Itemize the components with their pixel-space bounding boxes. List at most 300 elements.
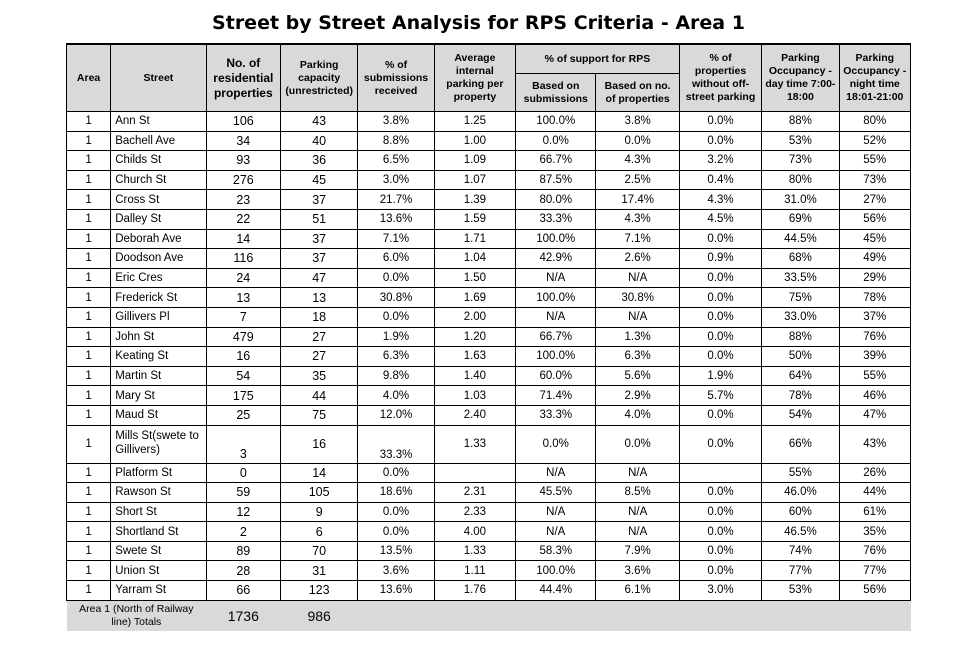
table-row: [67, 561, 911, 581]
cell-night-occupancy: 27%: [839, 190, 910, 210]
cell-residential: 13: [206, 288, 280, 308]
cell-area: 1: [67, 209, 111, 229]
cell-pct-submissions: 0.0%: [358, 268, 434, 288]
cell-area: 1: [67, 170, 111, 190]
cell-based-properties: 30.8%: [596, 288, 679, 308]
cell-day-occupancy: 68%: [762, 249, 839, 269]
cell-based-submissions: 87.5%: [516, 170, 596, 190]
cell-capacity: 9: [280, 502, 357, 522]
cell-based-properties: N/A: [596, 522, 679, 542]
page-title: Street by Street Analysis for RPS Criteria - Area 1: [212, 12, 745, 34]
cell-day-occupancy: 46.0%: [762, 483, 839, 503]
cell-pct-without: 4.5%: [679, 209, 761, 229]
cell-street: Deborah Ave: [111, 229, 206, 249]
cell-based-submissions: N/A: [516, 463, 596, 483]
cell-pct-submissions: 6.0%: [358, 249, 434, 269]
cell-avg-internal: 2.40: [434, 405, 515, 425]
table-row: [67, 268, 911, 288]
cell-capacity: 70: [280, 541, 357, 561]
cell-street: Gillivers Pl: [111, 307, 206, 327]
cell-based-properties: 7.1%: [596, 229, 679, 249]
cell-night-occupancy: 61%: [839, 502, 910, 522]
cell-pct-without: [679, 463, 761, 483]
cell-street: Mary St: [111, 386, 206, 406]
cell-area: 1: [67, 405, 111, 425]
cell-pct-without: 0.0%: [679, 288, 761, 308]
cell-based-properties: 4.3%: [596, 151, 679, 171]
cell-based-submissions: 58.3%: [516, 541, 596, 561]
cell-capacity: 13: [280, 288, 357, 308]
table-row: [67, 581, 911, 601]
table-row: [67, 541, 911, 561]
cell-based-submissions: 0.0%: [516, 425, 596, 463]
cell-based-submissions: 45.5%: [516, 483, 596, 503]
table-row: [67, 502, 911, 522]
cell-pct-submissions: 6.5%: [358, 151, 434, 171]
cell-day-occupancy: 44.5%: [762, 229, 839, 249]
cell-night-occupancy: 76%: [839, 327, 910, 347]
cell-avg-internal: 1.39: [434, 190, 515, 210]
cell-night-occupancy: 44%: [839, 483, 910, 503]
cell-based-properties: 3.8%: [596, 112, 679, 132]
header-street: Street: [111, 44, 206, 112]
cell-pct-without: 0.0%: [679, 483, 761, 503]
header-night-occupancy: Parking Occupancy - night time 18:01-21:00: [839, 44, 910, 112]
cell-based-properties: 3.6%: [596, 561, 679, 581]
cell-avg-internal: 1.03: [434, 386, 515, 406]
cell-pct-without: 0.0%: [679, 307, 761, 327]
cell-day-occupancy: 64%: [762, 366, 839, 386]
cell-pct-submissions: 1.9%: [358, 327, 434, 347]
cell-based-submissions: N/A: [516, 268, 596, 288]
cell-capacity: 105: [280, 483, 357, 503]
table-row: [67, 209, 911, 229]
cell-avg-internal: 2.31: [434, 483, 515, 503]
cell-based-properties: 0.0%: [596, 425, 679, 463]
cell-street: Yarram St: [111, 581, 206, 601]
table-row: [67, 483, 911, 503]
cell-day-occupancy: 46.5%: [762, 522, 839, 542]
cell-based-properties: 8.5%: [596, 483, 679, 503]
cell-pct-without: 0.0%: [679, 229, 761, 249]
cell-area: 1: [67, 541, 111, 561]
cell-night-occupancy: 77%: [839, 561, 910, 581]
cell-residential: 16: [206, 347, 280, 367]
cell-night-occupancy: 46%: [839, 386, 910, 406]
cell-area: 1: [67, 502, 111, 522]
cell-area: 1: [67, 347, 111, 367]
cell-area: 1: [67, 307, 111, 327]
cell-pct-without: 0.9%: [679, 249, 761, 269]
cell-night-occupancy: 45%: [839, 229, 910, 249]
cell-based-submissions: 44.4%: [516, 581, 596, 601]
cell-avg-internal: 1.33: [434, 425, 515, 463]
cell-based-submissions: 33.3%: [516, 405, 596, 425]
table-row: [67, 347, 911, 367]
cell-pct-without: 0.0%: [679, 541, 761, 561]
header-pct-submissions: % of submissions received: [358, 44, 434, 112]
cell-day-occupancy: 31.0%: [762, 190, 839, 210]
cell-residential: 12: [206, 502, 280, 522]
table-footer: [67, 600, 911, 631]
cell-residential: 276: [206, 170, 280, 190]
cell-street: Dalley St: [111, 209, 206, 229]
cell-capacity: 123: [280, 581, 357, 601]
cell-based-properties: N/A: [596, 307, 679, 327]
cell-area: 1: [67, 288, 111, 308]
cell-pct-submissions: 33.3%: [358, 425, 434, 463]
cell-pct-submissions: 7.1%: [358, 229, 434, 249]
cell-area: 1: [67, 327, 111, 347]
cell-pct-without: 0.0%: [679, 425, 761, 463]
cell-night-occupancy: 26%: [839, 463, 910, 483]
totals-empty: [358, 600, 911, 631]
cell-capacity: 35: [280, 366, 357, 386]
cell-street: Swete St: [111, 541, 206, 561]
table-row: [67, 288, 911, 308]
cell-night-occupancy: 47%: [839, 405, 910, 425]
cell-day-occupancy: 53%: [762, 131, 839, 151]
cell-day-occupancy: 75%: [762, 288, 839, 308]
cell-pct-submissions: 13.6%: [358, 209, 434, 229]
cell-residential: 25: [206, 405, 280, 425]
cell-based-submissions: 100.0%: [516, 288, 596, 308]
cell-capacity: 44: [280, 386, 357, 406]
header-avg-internal: Average internal parking per property: [434, 44, 515, 112]
cell-residential: 0: [206, 463, 280, 483]
cell-night-occupancy: 52%: [839, 131, 910, 151]
cell-avg-internal: 2.00: [434, 307, 515, 327]
cell-avg-internal: [434, 463, 515, 483]
cell-avg-internal: 1.76: [434, 581, 515, 601]
cell-avg-internal: 1.00: [434, 131, 515, 151]
header-residential: No. of residential properties: [206, 44, 280, 112]
cell-based-submissions: 71.4%: [516, 386, 596, 406]
cell-avg-internal: 1.25: [434, 112, 515, 132]
cell-street: Platform St: [111, 463, 206, 483]
cell-street: Frederick St: [111, 288, 206, 308]
cell-capacity: 47: [280, 268, 357, 288]
cell-avg-internal: 1.71: [434, 229, 515, 249]
cell-pct-submissions: 0.0%: [358, 522, 434, 542]
cell-capacity: 51: [280, 209, 357, 229]
table-row: [67, 170, 911, 190]
header-pct-without-offstreet: % of properties without off-street parking: [679, 44, 761, 112]
cell-area: 1: [67, 581, 111, 601]
cell-based-submissions: N/A: [516, 522, 596, 542]
cell-pct-submissions: 4.0%: [358, 386, 434, 406]
cell-pct-submissions: 12.0%: [358, 405, 434, 425]
cell-avg-internal: 4.00: [434, 522, 515, 542]
cell-day-occupancy: 55%: [762, 463, 839, 483]
cell-based-properties: 2.5%: [596, 170, 679, 190]
cell-residential: 34: [206, 131, 280, 151]
cell-capacity: 16: [280, 425, 357, 463]
table-body: [67, 112, 911, 601]
cell-day-occupancy: 73%: [762, 151, 839, 171]
table-row: [67, 405, 911, 425]
cell-residential: 479: [206, 327, 280, 347]
cell-night-occupancy: 55%: [839, 366, 910, 386]
cell-night-occupancy: 43%: [839, 425, 910, 463]
table-row: [67, 131, 911, 151]
header-pct-support: % of support for RPS: [516, 44, 680, 74]
cell-night-occupancy: 37%: [839, 307, 910, 327]
cell-area: 1: [67, 522, 111, 542]
cell-area: 1: [67, 366, 111, 386]
table-row: [67, 522, 911, 542]
cell-avg-internal: 1.50: [434, 268, 515, 288]
cell-pct-without: 5.7%: [679, 386, 761, 406]
cell-residential: 89: [206, 541, 280, 561]
table-row: [67, 327, 911, 347]
table-row: [67, 151, 911, 171]
cell-based-submissions: 66.7%: [516, 327, 596, 347]
cell-residential: 175: [206, 386, 280, 406]
cell-street: Childs St: [111, 151, 206, 171]
cell-avg-internal: 1.09: [434, 151, 515, 171]
cell-street: Ann St: [111, 112, 206, 132]
cell-capacity: 43: [280, 112, 357, 132]
cell-avg-internal: 1.07: [434, 170, 515, 190]
cell-avg-internal: 1.20: [434, 327, 515, 347]
cell-avg-internal: 1.11: [434, 561, 515, 581]
cell-day-occupancy: 80%: [762, 170, 839, 190]
cell-based-submissions: 42.9%: [516, 249, 596, 269]
cell-based-properties: 6.3%: [596, 347, 679, 367]
cell-residential: 54: [206, 366, 280, 386]
cell-night-occupancy: 35%: [839, 522, 910, 542]
cell-day-occupancy: 69%: [762, 209, 839, 229]
cell-based-properties: 4.3%: [596, 209, 679, 229]
cell-street: Rawson St: [111, 483, 206, 503]
cell-based-properties: N/A: [596, 268, 679, 288]
cell-residential: 7: [206, 307, 280, 327]
cell-area: 1: [67, 425, 111, 463]
cell-pct-without: 0.0%: [679, 112, 761, 132]
cell-street: Church St: [111, 170, 206, 190]
cell-based-submissions: 100.0%: [516, 112, 596, 132]
cell-pct-submissions: 21.7%: [358, 190, 434, 210]
cell-avg-internal: 1.40: [434, 366, 515, 386]
cell-street: John St: [111, 327, 206, 347]
cell-day-occupancy: 53%: [762, 581, 839, 601]
cell-residential: 116: [206, 249, 280, 269]
cell-based-properties: N/A: [596, 502, 679, 522]
cell-pct-without: 0.0%: [679, 131, 761, 151]
cell-street: Mills St(swete to Gillivers): [111, 425, 206, 463]
cell-based-submissions: 100.0%: [516, 347, 596, 367]
cell-pct-without: 0.0%: [679, 327, 761, 347]
cell-day-occupancy: 88%: [762, 327, 839, 347]
table-row: [67, 425, 911, 463]
table-row: [67, 463, 911, 483]
cell-residential: 14: [206, 229, 280, 249]
cell-night-occupancy: 56%: [839, 209, 910, 229]
cell-street: Keating St: [111, 347, 206, 367]
cell-pct-without: 3.2%: [679, 151, 761, 171]
header-based-properties: Based on no. of properties: [596, 74, 679, 112]
cell-based-properties: 0.0%: [596, 131, 679, 151]
cell-capacity: 37: [280, 190, 357, 210]
cell-based-submissions: 33.3%: [516, 209, 596, 229]
cell-avg-internal: 1.59: [434, 209, 515, 229]
cell-residential: 2: [206, 522, 280, 542]
header-area: Area: [67, 44, 111, 112]
cell-capacity: 40: [280, 131, 357, 151]
cell-capacity: 31: [280, 561, 357, 581]
cell-day-occupancy: 60%: [762, 502, 839, 522]
cell-street: Martin St: [111, 366, 206, 386]
cell-pct-without: 1.9%: [679, 366, 761, 386]
cell-based-submissions: 0.0%: [516, 131, 596, 151]
cell-avg-internal: 1.33: [434, 541, 515, 561]
table-row: [67, 112, 911, 132]
cell-based-properties: 7.9%: [596, 541, 679, 561]
cell-pct-without: 3.0%: [679, 581, 761, 601]
cell-street: Maud St: [111, 405, 206, 425]
cell-night-occupancy: 55%: [839, 151, 910, 171]
cell-based-properties: N/A: [596, 463, 679, 483]
cell-pct-without: 0.0%: [679, 405, 761, 425]
cell-residential: 3: [206, 425, 280, 463]
cell-pct-without: 0.4%: [679, 170, 761, 190]
cell-pct-submissions: 18.6%: [358, 483, 434, 503]
cell-pct-without: 0.0%: [679, 268, 761, 288]
header-based-submissions: Based on submissions: [516, 74, 596, 112]
cell-night-occupancy: 73%: [839, 170, 910, 190]
cell-night-occupancy: 29%: [839, 268, 910, 288]
cell-day-occupancy: 33.5%: [762, 268, 839, 288]
cell-pct-submissions: 3.6%: [358, 561, 434, 581]
header-day-occupancy: Parking Occupancy - day time 7:00-18:00: [762, 44, 839, 112]
cell-pct-submissions: 6.3%: [358, 347, 434, 367]
cell-street: Doodson Ave: [111, 249, 206, 269]
totals-capacity: 986: [280, 600, 357, 631]
cell-area: 1: [67, 268, 111, 288]
cell-pct-without: 0.0%: [679, 522, 761, 542]
table-row: [67, 249, 911, 269]
cell-pct-without: 4.3%: [679, 190, 761, 210]
cell-capacity: 75: [280, 405, 357, 425]
cell-capacity: 18: [280, 307, 357, 327]
totals-residential: 1736: [206, 600, 280, 631]
cell-based-submissions: N/A: [516, 307, 596, 327]
cell-residential: 66: [206, 581, 280, 601]
cell-day-occupancy: 50%: [762, 347, 839, 367]
cell-avg-internal: 1.63: [434, 347, 515, 367]
cell-based-submissions: 66.7%: [516, 151, 596, 171]
cell-residential: 106: [206, 112, 280, 132]
table-row: [67, 386, 911, 406]
cell-avg-internal: 2.33: [434, 502, 515, 522]
cell-based-properties: 2.6%: [596, 249, 679, 269]
cell-based-properties: 1.3%: [596, 327, 679, 347]
cell-night-occupancy: 76%: [839, 541, 910, 561]
cell-pct-submissions: 3.0%: [358, 170, 434, 190]
cell-street: Cross St: [111, 190, 206, 210]
cell-day-occupancy: 54%: [762, 405, 839, 425]
cell-area: 1: [67, 483, 111, 503]
rps-analysis-table: [66, 43, 911, 631]
cell-based-properties: 17.4%: [596, 190, 679, 210]
cell-pct-submissions: 30.8%: [358, 288, 434, 308]
table-row: [67, 366, 911, 386]
cell-capacity: 14: [280, 463, 357, 483]
table-header: [67, 44, 911, 112]
cell-based-submissions: N/A: [516, 502, 596, 522]
cell-area: 1: [67, 386, 111, 406]
cell-capacity: 37: [280, 229, 357, 249]
cell-pct-submissions: 8.8%: [358, 131, 434, 151]
cell-based-properties: 4.0%: [596, 405, 679, 425]
cell-pct-without: 0.0%: [679, 561, 761, 581]
cell-pct-submissions: 13.6%: [358, 581, 434, 601]
cell-night-occupancy: 39%: [839, 347, 910, 367]
cell-night-occupancy: 49%: [839, 249, 910, 269]
cell-residential: 59: [206, 483, 280, 503]
cell-based-submissions: 60.0%: [516, 366, 596, 386]
cell-night-occupancy: 56%: [839, 581, 910, 601]
cell-pct-without: 0.0%: [679, 502, 761, 522]
cell-capacity: 27: [280, 327, 357, 347]
cell-based-properties: 2.9%: [596, 386, 679, 406]
cell-based-submissions: 80.0%: [516, 190, 596, 210]
cell-residential: 23: [206, 190, 280, 210]
cell-day-occupancy: 66%: [762, 425, 839, 463]
totals-label: Area 1 (North of Railway line) Totals: [67, 600, 207, 631]
cell-area: 1: [67, 151, 111, 171]
cell-capacity: 6: [280, 522, 357, 542]
cell-street: Eric Cres: [111, 268, 206, 288]
cell-residential: 24: [206, 268, 280, 288]
cell-night-occupancy: 78%: [839, 288, 910, 308]
cell-street: Union St: [111, 561, 206, 581]
cell-capacity: 27: [280, 347, 357, 367]
cell-based-submissions: 100.0%: [516, 229, 596, 249]
cell-pct-submissions: 0.0%: [358, 463, 434, 483]
cell-based-submissions: 100.0%: [516, 561, 596, 581]
cell-day-occupancy: 33.0%: [762, 307, 839, 327]
table-row: [67, 190, 911, 210]
cell-pct-submissions: 13.5%: [358, 541, 434, 561]
cell-night-occupancy: 80%: [839, 112, 910, 132]
cell-residential: 28: [206, 561, 280, 581]
cell-capacity: 45: [280, 170, 357, 190]
cell-based-properties: 6.1%: [596, 581, 679, 601]
table-row: [67, 229, 911, 249]
cell-area: 1: [67, 463, 111, 483]
cell-avg-internal: 1.04: [434, 249, 515, 269]
cell-capacity: 37: [280, 249, 357, 269]
cell-area: 1: [67, 190, 111, 210]
cell-avg-internal: 1.69: [434, 288, 515, 308]
cell-day-occupancy: 88%: [762, 112, 839, 132]
cell-residential: 93: [206, 151, 280, 171]
cell-area: 1: [67, 229, 111, 249]
cell-residential: 22: [206, 209, 280, 229]
cell-pct-submissions: 3.8%: [358, 112, 434, 132]
cell-day-occupancy: 74%: [762, 541, 839, 561]
cell-pct-submissions: 0.0%: [358, 307, 434, 327]
cell-pct-submissions: 9.8%: [358, 366, 434, 386]
cell-pct-without: 0.0%: [679, 347, 761, 367]
cell-area: 1: [67, 249, 111, 269]
cell-street: Shortland St: [111, 522, 206, 542]
cell-street: Short St: [111, 502, 206, 522]
cell-day-occupancy: 77%: [762, 561, 839, 581]
cell-capacity: 36: [280, 151, 357, 171]
